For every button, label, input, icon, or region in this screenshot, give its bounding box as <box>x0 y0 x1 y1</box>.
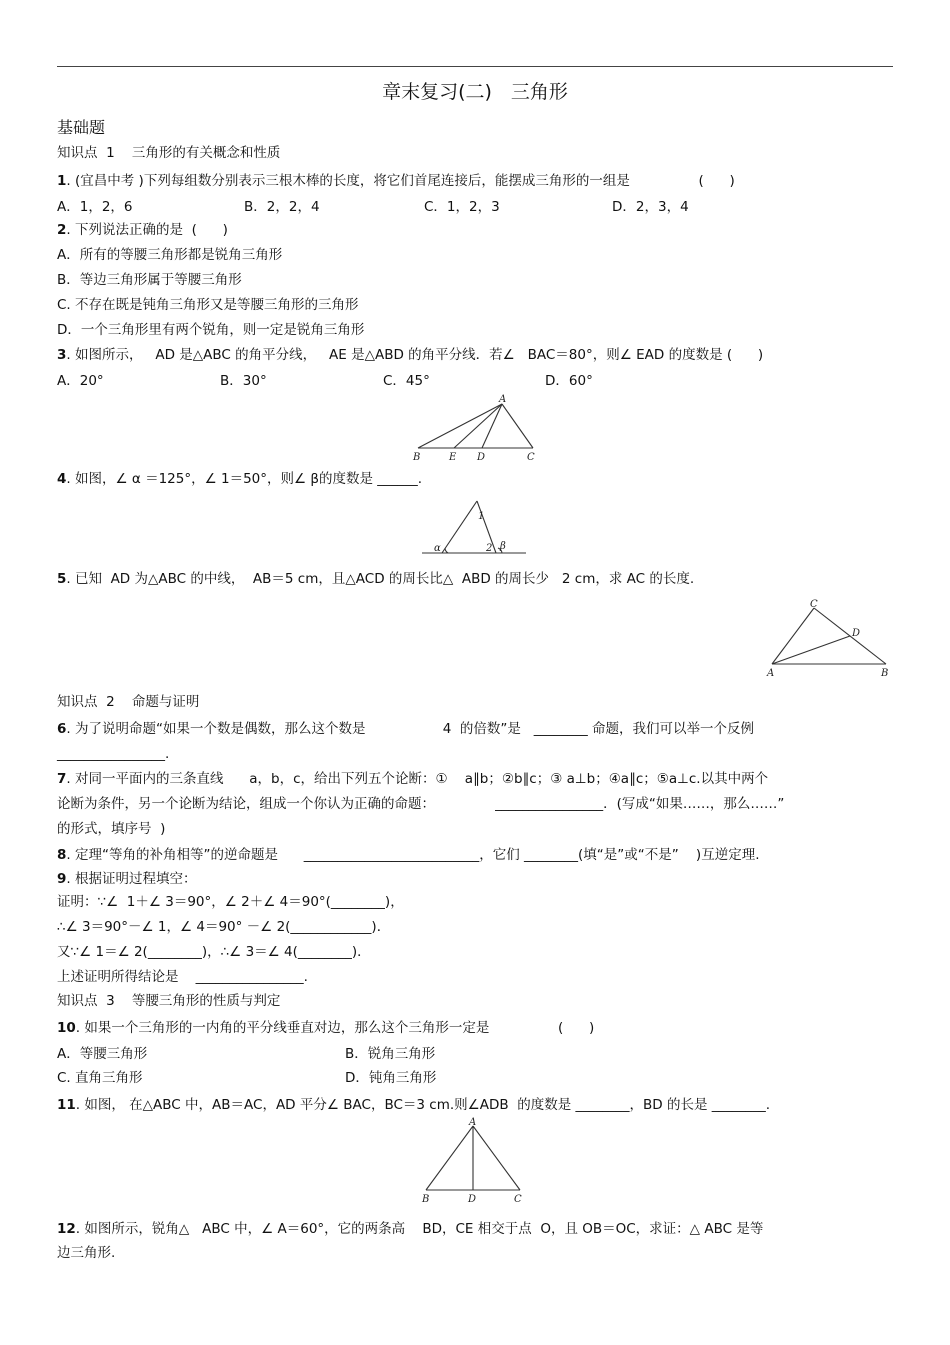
question-number: 9 <box>57 871 67 887</box>
knowledge-point-3: 知识点 3 等腰三角形的性质与判定 <box>57 993 281 1009</box>
q11-figure <box>418 1118 530 1206</box>
question-text: . 下列说法正确的是 ( ) <box>66 222 228 238</box>
top-rule <box>57 66 893 67</box>
q1-option-b: B．2，2，4 <box>244 199 320 215</box>
q5-label-c: C <box>810 599 818 610</box>
question-9 <box>57 870 197 888</box>
q6-line-2: ________________. <box>57 746 170 762</box>
question-1 <box>57 172 735 190</box>
q9-proof-line-2: ∴∠ 3＝90°－∠ 1，∠ 4＝90° －∠ 2(____________)． <box>57 919 391 935</box>
question-text: . 如图，∠ α ＝125°，∠ 1＝50°，则∠ β的度数是 ______. <box>66 471 423 487</box>
q11-label-a: A <box>469 1117 477 1128</box>
question-number: 6 <box>57 721 67 737</box>
q9-conclusion: 上述证明所得结论是 ________________. <box>57 969 308 985</box>
q5-figure <box>762 598 897 680</box>
question-number: 4 <box>57 471 67 487</box>
question-4 <box>57 470 422 488</box>
q3-option-c: C．45° <box>383 373 430 389</box>
question-2 <box>57 221 228 239</box>
q2-option-a: A．所有的等腰三角形都是锐角三角形 <box>57 247 283 263</box>
question-text: . 如图， 在△ABC 中，AB＝AC，AD 平分∠ BAC，BC＝3 cm.则∠ADB 的度数是 ________，BD 的长是 ________. <box>75 1097 771 1113</box>
q7-line-2: 论断为条件，另一个论断为结论，组成一个你认为正确的命题： ________________．(写成“如果……，那么……” <box>57 796 785 812</box>
question-text: . 如图所示，锐角△ ABC 中，∠ A＝60°，它的两条高 BD，CE 相交于点 O，且 OB＝OC，求证：△ ABC 是等 <box>75 1221 764 1237</box>
q4-label-beta: β <box>500 541 506 552</box>
question-text: . (宜昌中考 )下列每组数分别表示三根木棒的长度，将它们首尾连接后，能摆成三角形的一组是 ( ) <box>66 173 735 189</box>
question-number: 7 <box>57 771 67 787</box>
q3-label-b: B <box>413 452 421 463</box>
q4-label-alpha: α <box>434 543 441 554</box>
question-3 <box>57 346 763 364</box>
q10-option-c: C. 直角三角形 <box>57 1070 143 1086</box>
q1-option-a: A．1，2，6 <box>57 199 133 215</box>
question-number: 12 <box>57 1221 76 1237</box>
q2-option-c: C. 不存在既是钝角三角形又是等腰三角形的三角形 <box>57 297 359 313</box>
knowledge-point-1: 知识点 1 三角形的有关概念和性质 <box>57 145 281 161</box>
q1-option-d: D．2，3，4 <box>612 199 689 215</box>
q3-figure <box>410 392 545 464</box>
question-text: . 定理“等角的补角相等”的逆命题是 __________________________，它们 ________(填“是”或“不是” )互逆定理. <box>66 847 760 863</box>
question-text: . 对同一平面内的三条直线 a，b，c，给出下列五个论断：① a∥b；②b∥c；③ a⊥b；④a∥c；⑤a⊥c.以其中两个 <box>66 771 769 787</box>
section-basic: 基础题 <box>57 118 106 137</box>
q3-label-d: D <box>477 452 486 463</box>
question-number: 1 <box>57 173 67 189</box>
q5-label-a: A <box>767 668 775 679</box>
q2-option-d: D．一个三角形里有两个锐角，则一定是锐角三角形 <box>57 322 365 338</box>
question-number: 3 <box>57 347 67 363</box>
question-12 <box>57 1220 763 1238</box>
question-text: . 为了说明命题“如果一个数是偶数，那么这个数是 4 的倍数”是 ________ 命题，我们可以举一个反例 <box>66 721 755 737</box>
q5-label-b: B <box>881 668 889 679</box>
question-text: . 如果一个三角形的一内角的平分线垂直对边，那么这个三角形一定是 ( ) <box>75 1020 595 1036</box>
q3-option-a: A．20° <box>57 373 104 389</box>
q4-label-2: 2 <box>486 543 493 554</box>
question-5 <box>57 570 694 588</box>
q9-proof-line-1: 证明：∵∠ 1＋∠ 3＝90°，∠ 2＋∠ 4＝90°(________)， <box>57 894 404 910</box>
page-title: 章末复习(二) 三角形 <box>382 81 568 103</box>
q3-label-a: A <box>499 394 507 405</box>
q10-option-a: A．等腰三角形 <box>57 1046 148 1062</box>
q3-label-e: E <box>449 452 457 463</box>
question-text: . 根据证明过程填空： <box>66 871 197 887</box>
question-8 <box>57 846 759 864</box>
question-number: 5 <box>57 571 67 587</box>
q5-label-d: D <box>852 628 861 639</box>
q12-line-2: 边三角形. <box>57 1245 116 1261</box>
question-text: . 如图所示， AD 是△ABC 的角平分线， AE 是△ABD 的角平分线．若∠ BAC＝80°，则∠ EAD 的度数是 ( ) <box>66 347 764 363</box>
q10-option-d: D．钝角三角形 <box>345 1070 437 1086</box>
q2-option-b: B．等边三角形属于等腰三角形 <box>57 272 242 288</box>
q3-option-d: D．60° <box>545 373 593 389</box>
q1-option-c: C．1，2，3 <box>424 199 500 215</box>
q11-label-c: C <box>514 1194 522 1205</box>
q3-option-b: B．30° <box>220 373 267 389</box>
q4-figure <box>420 497 530 559</box>
question-7 <box>57 770 768 788</box>
q9-proof-line-3: 又∵∠ 1＝∠ 2(________)，∴∠ 3＝∠ 4(________)． <box>57 944 371 960</box>
question-6 <box>57 720 754 738</box>
q4-label-1: 1 <box>478 511 485 522</box>
q11-label-d: D <box>468 1194 477 1205</box>
knowledge-point-2: 知识点 2 命题与证明 <box>57 694 200 710</box>
q3-label-c: C <box>527 452 535 463</box>
question-number: 11 <box>57 1097 76 1113</box>
question-10 <box>57 1019 594 1037</box>
q11-label-b: B <box>422 1194 430 1205</box>
question-number: 2 <box>57 222 67 238</box>
q10-option-b: B．锐角三角形 <box>345 1046 436 1062</box>
q7-line-3: 的形式，填序号 ) <box>57 821 166 837</box>
question-number: 8 <box>57 847 67 863</box>
question-number: 10 <box>57 1020 76 1036</box>
question-text: . 已知 AD 为△ABC 的中线， AB＝5 cm，且△ACD 的周长比△ ABD 的周长少 2 cm，求 AC 的长度. <box>66 571 695 587</box>
question-11 <box>57 1096 770 1114</box>
